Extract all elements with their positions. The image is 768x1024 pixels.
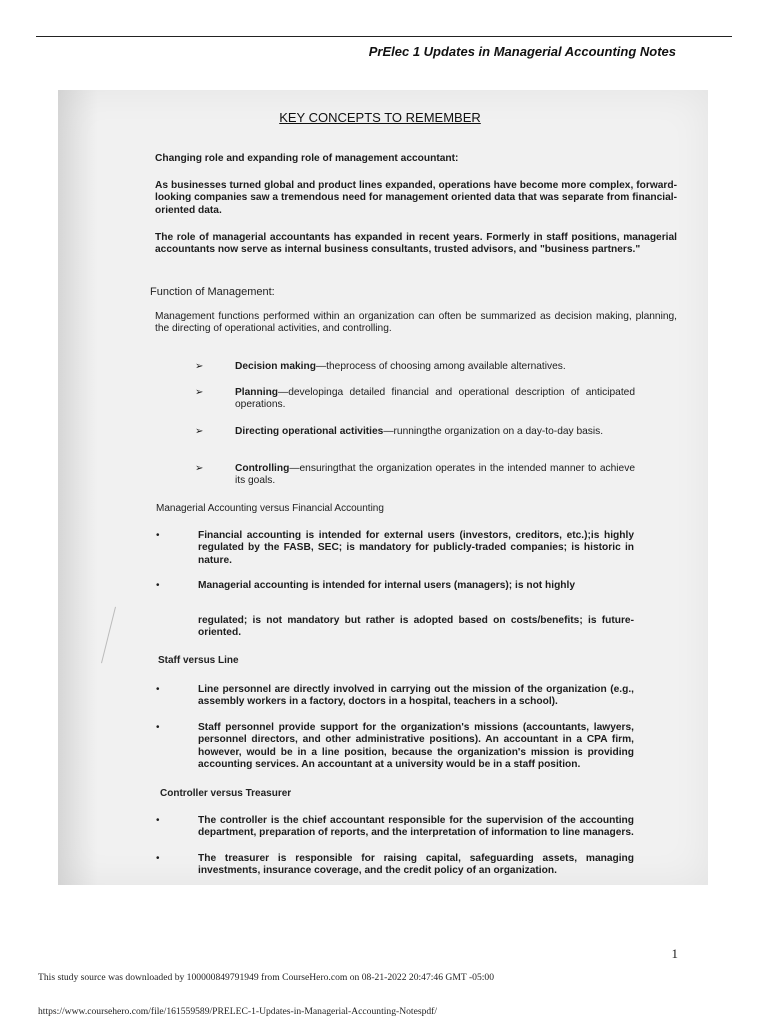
definition: personnel are directly involved in carrying out the mission of the organization (e.g., assembly workers in a factory, doctors in a hospital, teachers in a school). <box>198 684 634 708</box>
definition: is intended for internal users (managers); is not highly <box>308 580 576 591</box>
term: Staff <box>198 722 221 733</box>
definition: —developinga detailed financial and operational description of anticipated operations. <box>235 387 635 411</box>
page-header-title: PrElec 1 Updates in Managerial Accounting Notes <box>368 44 676 59</box>
definition: is responsible for raising capital, safeguarding assets, managing investments, insurance coverage, and the credit policy of an organization. <box>198 853 634 877</box>
section-heading-role: Changing role and expanding role of management accountant: <box>155 153 459 164</box>
download-notice: This study source was downloaded by 100000849791949 from CourseHero.com on 08-21-2022 20:47:46 GMT -05:00 <box>38 972 495 983</box>
paragraph-functions: Management functions performed within an organization can often be summarized as decision making, planning, the directing of operational activities, and controlling. <box>155 311 677 335</box>
bullet-icon: • <box>156 853 160 864</box>
scan-shadow <box>58 90 98 885</box>
arrow-icon: ➢ <box>195 426 204 437</box>
section-heading-function: Function of Management: <box>150 286 275 298</box>
bullet-icon: • <box>156 580 160 591</box>
definition: —runningthe organization on a day-to-day basis. <box>383 426 604 437</box>
arrow-icon: ➢ <box>195 387 204 398</box>
arrow-icon: ➢ <box>195 361 204 372</box>
section-heading-controller: Controller versus Treasurer <box>160 788 292 799</box>
definition: personnel provide support for the organization's missions (accountants, lawyers, personnel directors, and other administrative positions). An accountant in a CPA firm, however, would be in a line position, because the organization's mission is providing accounting services. An accountant at a university would be in a staff position. <box>198 722 634 771</box>
term: Line <box>198 684 219 695</box>
definition: —ensuringthat the organization operates in the intended manner to achieve its goals. <box>235 463 635 487</box>
bullet-icon: • <box>156 815 160 826</box>
header-rule <box>36 36 732 37</box>
paragraph-global: As businesses turned global and product lines expanded, operations have become more complex, forward-looking companies saw a tremendous need for management oriented data that was separate from financial-oriented data. <box>155 180 677 216</box>
section-heading-staff-line: Staff versus Line <box>158 655 239 666</box>
paragraph-role: The role of managerial accountants has expanded in recent years. Formerly in staff positions, managerial accountants now serve as internal business consultants, trusted advisors, and "business partners." <box>155 232 677 256</box>
definition: is intended for external users (investors, creditors, etc.);is highly regulated by the FASB, SEC; is mandatory for publicly-traded companies; is historic in nature. <box>198 530 635 566</box>
section-heading-accounting: Managerial Accounting versus Financial Accounting <box>156 503 384 514</box>
definition: is the chief accountant responsible for the supervision of the accounting department, preparation of reports, and the interpretation of information to line managers. <box>198 815 634 839</box>
term: Directing operational activities <box>235 426 384 437</box>
term: Controlling <box>235 463 290 474</box>
bullet-icon: • <box>156 684 160 695</box>
arrow-icon: ➢ <box>195 463 204 474</box>
term: The treasurer <box>198 853 270 864</box>
definition: —theprocess of choosing among available alternatives. <box>315 361 566 372</box>
definition: regulated; is not mandatory but rather is adopted based on costs/benefits; is future-oriented. <box>198 615 634 639</box>
bullet-icon: • <box>156 530 160 541</box>
term: Financial accounting <box>198 530 302 541</box>
term: Managerial accounting <box>198 580 309 591</box>
bullet-icon: • <box>156 722 160 733</box>
page-number: 1 <box>671 946 678 961</box>
term: Planning <box>235 387 279 398</box>
document-title: KEY CONCEPTS TO REMEMBER <box>279 110 481 125</box>
source-url-link[interactable]: https://www.coursehero.com/file/161559589/PRELEC-1-Updates-in-Managerial-Accounting-Notespdf/ <box>38 1006 438 1017</box>
term: The controller <box>198 815 267 826</box>
term: Decision making <box>235 361 316 372</box>
